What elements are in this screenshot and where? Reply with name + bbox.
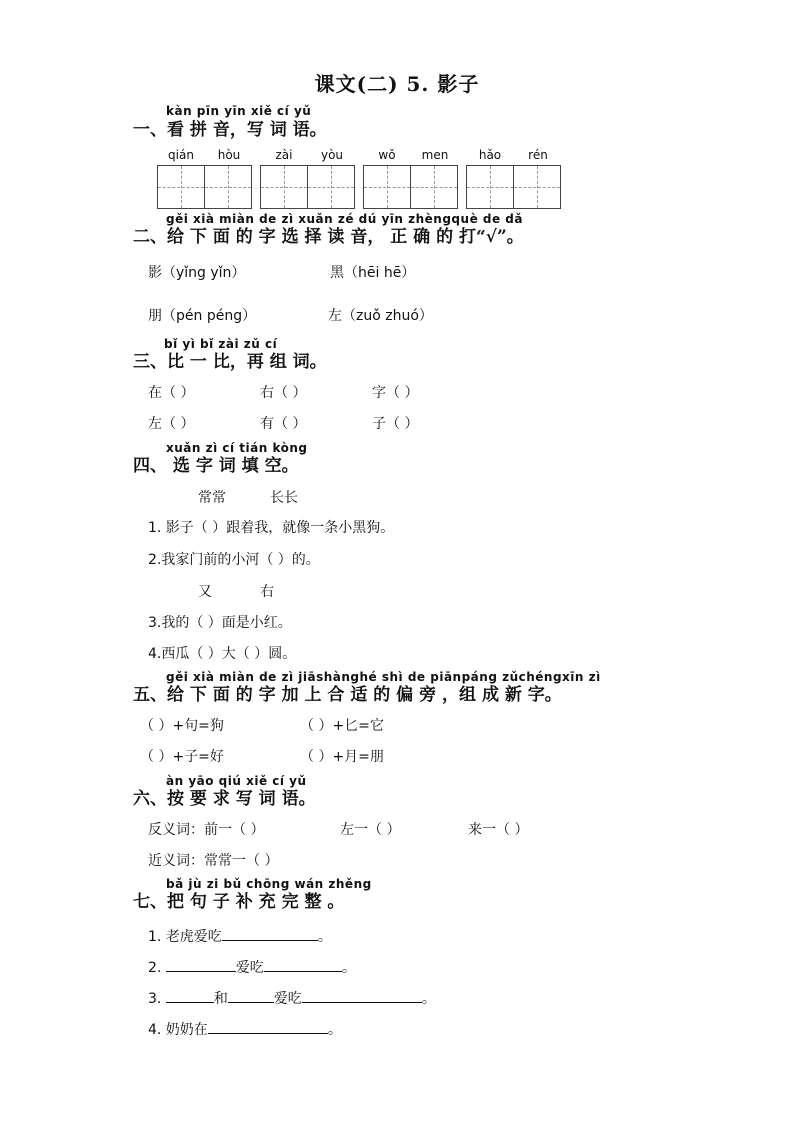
- s6-antonym-2[interactable]: 左一（ ）: [340, 822, 401, 838]
- blank-4[interactable]: [208, 1018, 328, 1034]
- writing-grid-4[interactable]: [466, 165, 560, 209]
- s1-w2-py-a: zài: [275, 148, 293, 162]
- s2-heading: 二、给 下 面 的 字 选 择 读 音， 正 确 的 打“√”。: [133, 227, 524, 247]
- s5-r1-c1[interactable]: （ ）+句=狗: [140, 718, 224, 734]
- s4-q2[interactable]: 2.我家门前的小河（ ）的。: [148, 552, 320, 568]
- s3-r2-c2[interactable]: 有（ ）: [260, 416, 307, 432]
- s1-w1-py-a: qián: [168, 148, 194, 162]
- s2-item-3[interactable]: 朋（pén péng）: [148, 308, 257, 324]
- s5-r2-c1[interactable]: （ ）+子=好: [140, 749, 224, 765]
- s4-q1[interactable]: 1. 影子（ ）跟着我，就像一条小黑狗。: [148, 520, 395, 536]
- s5-r1-c2[interactable]: （ ）+匕=它: [300, 718, 384, 734]
- s1-w4-py-b: rén: [528, 148, 548, 162]
- s1-heading: 一、看 拼 音，写 词 语。: [133, 120, 327, 140]
- s4-option-2: 长长: [270, 490, 298, 506]
- s4-q4[interactable]: 4.西瓜（ ）大（ ）圆。: [148, 646, 297, 662]
- writing-grid-3[interactable]: [363, 165, 457, 209]
- blank-2a[interactable]: [166, 956, 236, 972]
- s3-r2-c1[interactable]: 左（ ）: [148, 416, 195, 432]
- blank-3b[interactable]: [228, 987, 274, 1003]
- s1-w3-py-a: wǒ: [378, 148, 396, 162]
- blank-3a[interactable]: [166, 987, 214, 1003]
- s7-heading: 七、把 句 子 补 充 完 整 。: [133, 892, 345, 912]
- page-title: 课文(二) 5. 影子: [314, 72, 480, 96]
- s2-item-1[interactable]: 影（yǐng yǐn）: [148, 265, 246, 281]
- s6-antonym-1[interactable]: 反义词：前一（ ）: [148, 822, 265, 838]
- s2-item-2[interactable]: 黑（hēi hē）: [330, 265, 416, 281]
- s7-line-3: 3. 和 爱吃 。: [148, 987, 436, 1008]
- s5-r2-c2[interactable]: （ ）+月=朋: [300, 749, 384, 765]
- s4-pinyin: xuǎn zì cí tián kòng: [166, 441, 308, 455]
- s7-pinyin: bǎ jù zi bǔ chōng wán zhěng: [166, 877, 372, 891]
- s3-pinyin: bǐ yì bǐ zài zǔ cí: [164, 337, 278, 351]
- blank-3c[interactable]: [302, 987, 422, 1003]
- s6-heading: 六、按 要 求 写 词 语。: [133, 789, 316, 809]
- s4-option-4: 右: [260, 584, 274, 600]
- s4-heading: 四、 选 字 词 填 空。: [133, 456, 299, 476]
- s2-pinyin: gěi xià miàn de zì xuǎn zé dú yīn zhèngquè de dǎ: [166, 212, 523, 226]
- s1-w3-py-b: men: [421, 148, 449, 162]
- writing-grid-1[interactable]: [157, 165, 251, 209]
- writing-grid-2[interactable]: [260, 165, 354, 209]
- s3-r1-c2[interactable]: 右（ ）: [260, 385, 307, 401]
- s6-pinyin: àn yāo qiú xiě cí yǔ: [166, 774, 307, 788]
- s5-heading: 五、给 下 面 的 字 加 上 合 适 的 偏 旁 ，组 成 新 字。: [133, 685, 562, 705]
- s3-heading: 三、比 一 比，再 组 词。: [133, 352, 327, 372]
- s6-antonym-3[interactable]: 来一（ ）: [468, 822, 529, 838]
- s7-line-1: 1. 老虎爱吃 。: [148, 925, 332, 946]
- s7-line-2: 2. 爱吃 。: [148, 956, 356, 977]
- s4-option-3: 又: [198, 584, 212, 600]
- blank-1[interactable]: [222, 925, 318, 941]
- s5-pinyin: gěi xià miàn de zì jiāshànghé shì de piānpáng zǔchéngxīn zì: [166, 670, 601, 684]
- s1-w2-py-b: yòu: [320, 148, 344, 162]
- s4-option-1: 常常: [198, 490, 226, 506]
- s1-pinyin: kàn pīn yīn xiě cí yǔ: [166, 104, 312, 118]
- s3-r1-c1[interactable]: 在（ ）: [148, 385, 195, 401]
- s2-item-4[interactable]: 左（zuǒ zhuó）: [328, 308, 433, 324]
- s1-w4-py-a: hǎo: [478, 148, 502, 162]
- s3-r2-c3[interactable]: 子（ ）: [372, 416, 419, 432]
- s7-line-4: 4. 奶奶在 。: [148, 1018, 342, 1039]
- blank-2b[interactable]: [264, 956, 342, 972]
- s1-w1-py-b: hòu: [217, 148, 241, 162]
- s4-q3[interactable]: 3.我的（ ）面是小红。: [148, 615, 292, 631]
- s6-synonym[interactable]: 近义词：常常一（ ）: [148, 853, 279, 869]
- s3-r1-c3[interactable]: 字（ ）: [372, 385, 419, 401]
